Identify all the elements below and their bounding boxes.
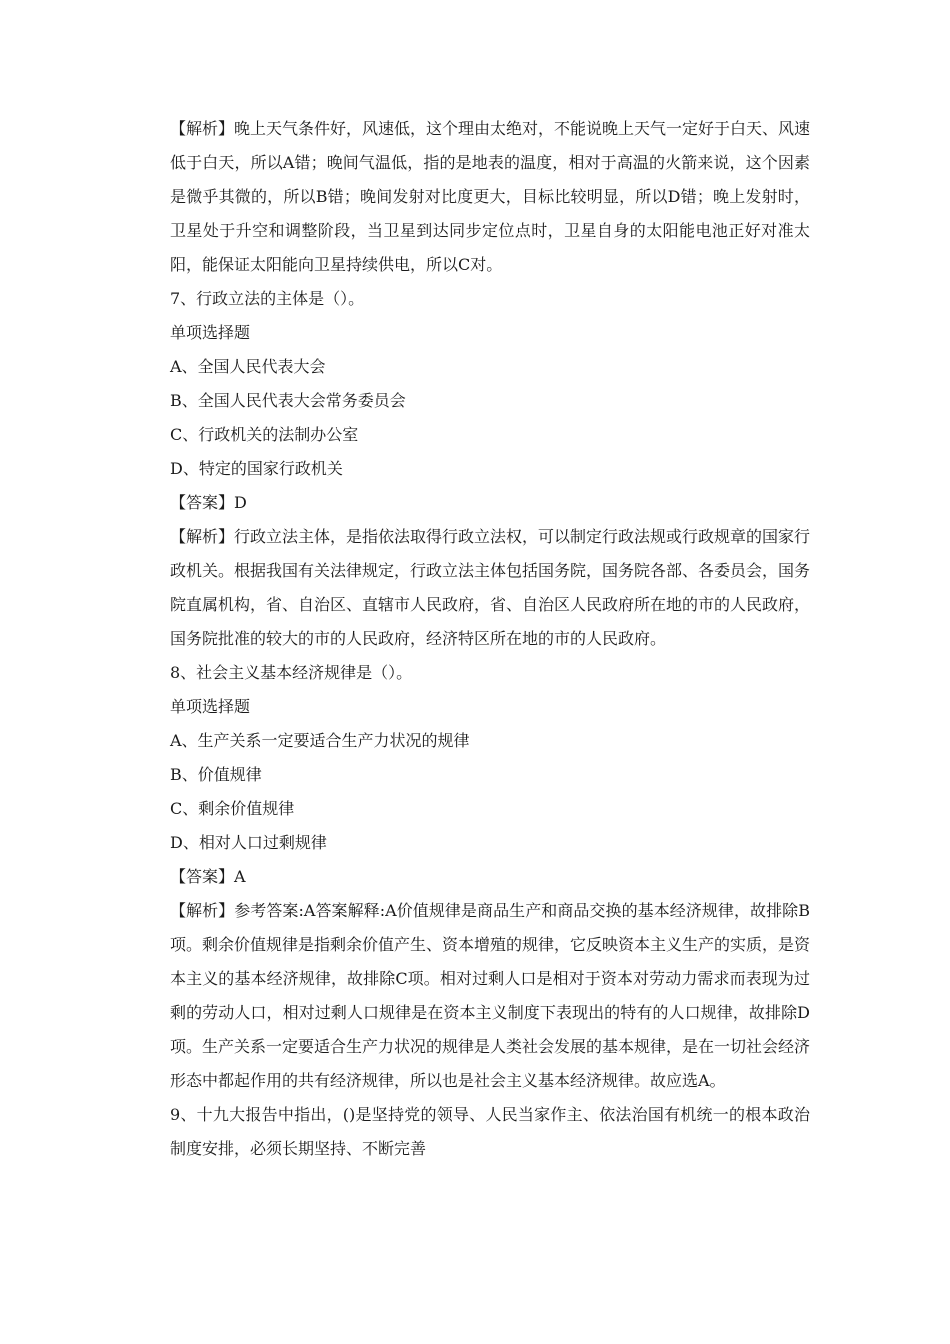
question-7-stem: 7、行政立法的主体是（）。 xyxy=(170,289,365,308)
question-7-answer: 【答案】D xyxy=(170,493,247,512)
question-9-stem: 9、十九大报告中指出，()是坚持党的领导、人民当家作主、依法治国有机统一的根本政治制度安排，必须长期坚持、不断完善 xyxy=(170,1105,810,1158)
question-8-type: 单项选择题 xyxy=(170,697,251,716)
question-8-answer: 【答案】A xyxy=(170,867,246,886)
analysis-paragraph-q7: 【解析】行政立法主体，是指依法取得行政立法权，可以制定行政法规或行政规章的国家行政机关。根据我国有关法律规定，行政立法主体包括国务院，国务院各部、各委员会，国务院直属机构，省、自治区、直辖市人民政府，省、自治区人民政府所在地的市的人民政府，国务院批准的较大的市的人民政府，经济特区所在地的市的人民政府。 xyxy=(170,527,811,648)
question-7-type: 单项选择题 xyxy=(170,323,251,342)
analysis-paragraph-q6: 【解析】晚上天气条件好，风速低，这个理由太绝对，不能说晚上天气一定好于白天、风速低于白天，所以A错；晚间气温低，指的是地表的温度，相对于高温的火箭来说，这个因素是微乎其微的，所以B错；晚间发射对比度更大，目标比较明显，所以D错；晚上发射时，卫星处于升空和调整阶段，当卫星到达同步定位点时，卫星自身的太阳能电池正好对准太阳，能保证太阳能向卫星持续供电，所以C对。 xyxy=(170,119,811,274)
question-8-option-c: C、剩余价值规律 xyxy=(170,799,295,818)
question-7-option-b: B、全国人民代表大会常务委员会 xyxy=(170,391,406,410)
question-8-option-a: A、生产关系一定要适合生产力状况的规律 xyxy=(170,731,470,750)
question-8-stem: 8、社会主义基本经济规律是（）。 xyxy=(170,663,413,682)
question-8-option-b: B、价值规律 xyxy=(170,765,262,784)
question-7-option-d: D、特定的国家行政机关 xyxy=(170,459,343,478)
question-7-option-a: A、全国人民代表大会 xyxy=(170,357,326,376)
question-7-option-c: C、行政机关的法制办公室 xyxy=(170,425,359,444)
question-8-option-d: D、相对人口过剩规律 xyxy=(170,833,327,852)
analysis-paragraph-q8: 【解析】参考答案:A答案解释:A价值规律是商品生产和商品交换的基本经济规律，故排除B项。剩余价值规律是指剩余价值产生、资本增殖的规律，它反映资本主义生产的实质，是资本主义的基本经济规律，故排除C项。相对过剩人口是相对于资本对劳动力需求而表现为过剩的劳动人口，相对过剩人口规律是在资本主义制度下表现出的特有的人口规律，故排除D项。生产关系一定要适合生产力状况的规律是人类社会发展的基本规律，是在一切社会经济形态中都起作用的共有经济规律，所以也是社会主义基本经济规律。故应选A。 xyxy=(170,901,811,1090)
document-page xyxy=(170,112,810,1166)
